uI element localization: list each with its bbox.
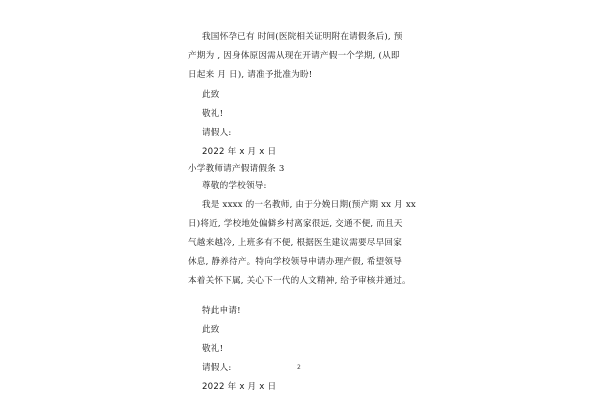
section2-title: 小学教师请产假请假条 3 xyxy=(188,164,285,174)
section2-body-line-5: 本着关怀下属, 关心下一代的人文精神, 给予审核并通过。 xyxy=(188,276,411,286)
section2-body-line-1: 我是 xxxx 的一名教师, 由于分娩日期(预产期 xx 月 xx xyxy=(202,200,416,210)
section2-signer: 请假人: xyxy=(202,363,232,373)
section2-body-line-3: 气越来越冷, 上班多有不便, 根据医生建议需要尽早回家 xyxy=(188,238,402,248)
section2-body-line-2: 日)将近, 学校地处偏僻乡村离家很远, 交通不便, 而且天 xyxy=(188,219,403,229)
section1-date: 2022 年 x 月 x 日 xyxy=(202,147,277,157)
section2-body-line-4: 休息, 静养待产。特向学校领导申请办理产假, 希望领导 xyxy=(188,257,402,267)
section2-closing-2: 敬礼! xyxy=(202,344,224,354)
section1-signer: 请假人: xyxy=(202,128,232,138)
section2-closing-1: 此致 xyxy=(202,325,220,335)
section1-line-3: 日起来 月 日), 请准予批准为盼! xyxy=(188,70,313,80)
section2-request: 特此申请! xyxy=(202,306,241,316)
section2-salutation: 尊敬的学校领导: xyxy=(202,181,267,191)
page-number: 2 xyxy=(297,364,301,371)
section1-line-2: 产期为 , 因身体原因需从现在开请产假一个学期, (从即 xyxy=(188,51,400,61)
section1-line-1: 我国怀孕已有 时间(医院相关证明附在请假条后), 预 xyxy=(202,32,403,42)
section1-closing-2: 敬礼! xyxy=(202,109,224,119)
section2-date: 2022 年 x 月 x 日 xyxy=(202,382,277,392)
section1-closing-1: 此致 xyxy=(202,90,220,100)
